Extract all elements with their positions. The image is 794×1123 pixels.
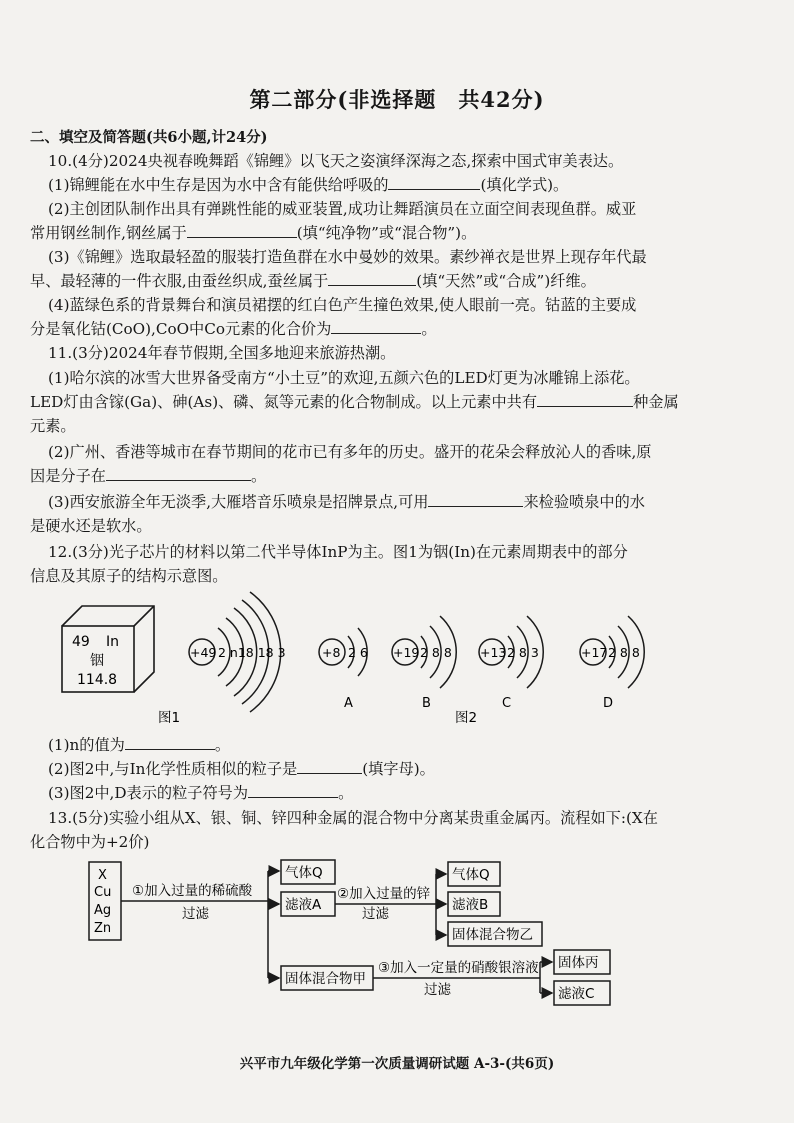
q10-part3-line1: (3)《锦鲤》选取最轻盈的服装打造鱼群在水中曼妙的效果。素纱禅衣是世界上现存年代最: [48, 248, 647, 266]
q12-part2: (2)图2中,与In化学性质相似的粒子是 (填字母)。: [48, 760, 435, 778]
solid-b-label: 固体混合物乙: [452, 927, 533, 943]
gas-q-label-2: 气体Q: [452, 867, 490, 883]
q12-part3: (3)图2中,D表示的粒子符号为 。: [48, 784, 354, 802]
particle-c-nucleus: +13: [480, 645, 507, 660]
gas-q-label: 气体Q: [285, 865, 323, 881]
step-1-filter: 过滤: [182, 906, 209, 922]
particle-d-shells: 2 8 8: [608, 645, 640, 660]
element-symbol: In: [106, 634, 120, 650]
q11-part2-line1: (2)广州、香港等城市在春节期间的花市已有多年的历史。盛开的花朵会释放沁人的香味,原: [48, 443, 652, 461]
indium-nucleus: +49: [190, 645, 217, 660]
step-2-label: ②加入过量的锌: [337, 886, 431, 902]
q11-part3-line1: (3)西安旅游全年无淡季,大雁塔音乐喷泉是招牌景点,可用 来检验喷泉中的水: [48, 493, 645, 511]
step-3-filter: 过滤: [424, 982, 451, 998]
step-1-label: ①加入过量的稀硫酸: [132, 883, 253, 899]
figure-2-caption: 图2: [455, 710, 478, 726]
particle-c-label: C: [502, 696, 512, 711]
particle-b-shells: 2 8 8: [420, 645, 452, 660]
page-title: 第二部分(非选择题 共42分): [249, 87, 545, 112]
particle-b-nucleus: +19: [393, 645, 420, 660]
q11-stem: 11.(3分)2024年春节假期,全国多地迎来旅游热潮。: [48, 344, 396, 362]
atomic-number: 49: [72, 634, 90, 650]
particle-a-label: A: [344, 696, 353, 711]
figure-1-caption: 图1: [158, 710, 181, 726]
q10-stem: 10.(4分)2024央视春晚舞蹈《锦鲤》以飞天之姿演绎深海之态,探索中国式审美表达。: [48, 152, 624, 170]
q13-stem-line2: 化合物中为+2价): [30, 833, 150, 851]
q11-part2-line2: 因是分子在 。: [30, 467, 267, 485]
element-name: 铟: [90, 653, 104, 669]
mixture-cu: Cu: [94, 885, 112, 900]
particle-d-label: D: [603, 696, 614, 711]
mixture-x: X: [98, 868, 107, 883]
q12-stem-line1: 12.(3分)光子芯片的材料以第二代半导体InP为主。图1为铟(In)在元素周期表中的部分: [48, 543, 628, 561]
atomic-mass: 114.8: [77, 672, 118, 688]
page-footer: 兴平市九年级化学第一次质量调研试题 A-3-(共6页): [239, 1056, 555, 1072]
filtrate-b-label: 滤液B: [452, 897, 489, 913]
step-3-label: ③加入一定量的硝酸银溶液: [378, 960, 539, 976]
particle-a-shells: 2 6: [348, 645, 368, 660]
q12-part1: (1)n的值为 。: [48, 736, 231, 754]
indium-shells: 2 n18 18 3: [218, 645, 286, 660]
q11-part1-line3: 元素。: [30, 417, 76, 435]
q12-stem-line2: 信息及其原子的结构示意图。: [30, 567, 228, 585]
q10-part4-line2: 分是氧化钴(CoO),CoO中Co元素的化合价为 。: [30, 320, 437, 338]
q10-part2-line2: 常用钢丝制作,钢丝属于 (填“纯净物”或“混合物”)。: [30, 224, 477, 242]
q11-part1-line1: (1)哈尔滨的冰雪大世界备受南方“小土豆”的欢迎,五颜六色的LED灯更为冰雕锦上添花。: [48, 369, 640, 387]
q10-part4-line1: (4)蓝绿色系的背景舞台和演员裙摆的红白色产生撞色效果,使人眼前一亮。钴蓝的主要成: [48, 296, 637, 314]
q11-part1-line2: LED灯由含镓(Ga)、砷(As)、磷、氮等元素的化合物制成。以上元素中共有 种金属: [30, 393, 679, 411]
particle-a-nucleus: +8: [322, 645, 341, 660]
particle-c-shells: 2 8 3: [507, 645, 539, 660]
q10-part1: (1)锦鲤能在水中生存是因为水中含有能供给呼吸的 (填化学式)。: [48, 176, 569, 194]
filtrate-c-label: 滤液C: [558, 986, 595, 1002]
particle-d-nucleus: +17: [581, 645, 608, 660]
section-heading: 二、填空及简答题(共6小题,计24分): [30, 129, 268, 146]
step-2-filter: 过滤: [362, 906, 389, 922]
particle-b-label: B: [422, 696, 431, 711]
filtrate-a-label: 滤液A: [285, 897, 322, 913]
q13-stem-line1: 13.(5分)实验小组从X、银、铜、锌四种金属的混合物中分离某贵重金属丙。流程如下:(X在: [48, 809, 658, 827]
solid-a-label: 固体混合物甲: [285, 971, 366, 987]
q11-part3-line2: 是硬水还是软水。: [30, 517, 152, 535]
q10-part2-line1: (2)主创团队制作出具有弹跳性能的威亚装置,成功让舞蹈演员在立面空间表现鱼群。威亚: [48, 200, 637, 218]
q10-part3-line2: 早、最轻薄的一件衣服,由蚕丝织成,蚕丝属于 (填“天然”或“合成”)纤维。: [30, 272, 596, 290]
solid-c-label: 固体丙: [558, 955, 599, 971]
mixture-ag: Ag: [94, 903, 112, 918]
mixture-zn: Zn: [94, 921, 112, 936]
